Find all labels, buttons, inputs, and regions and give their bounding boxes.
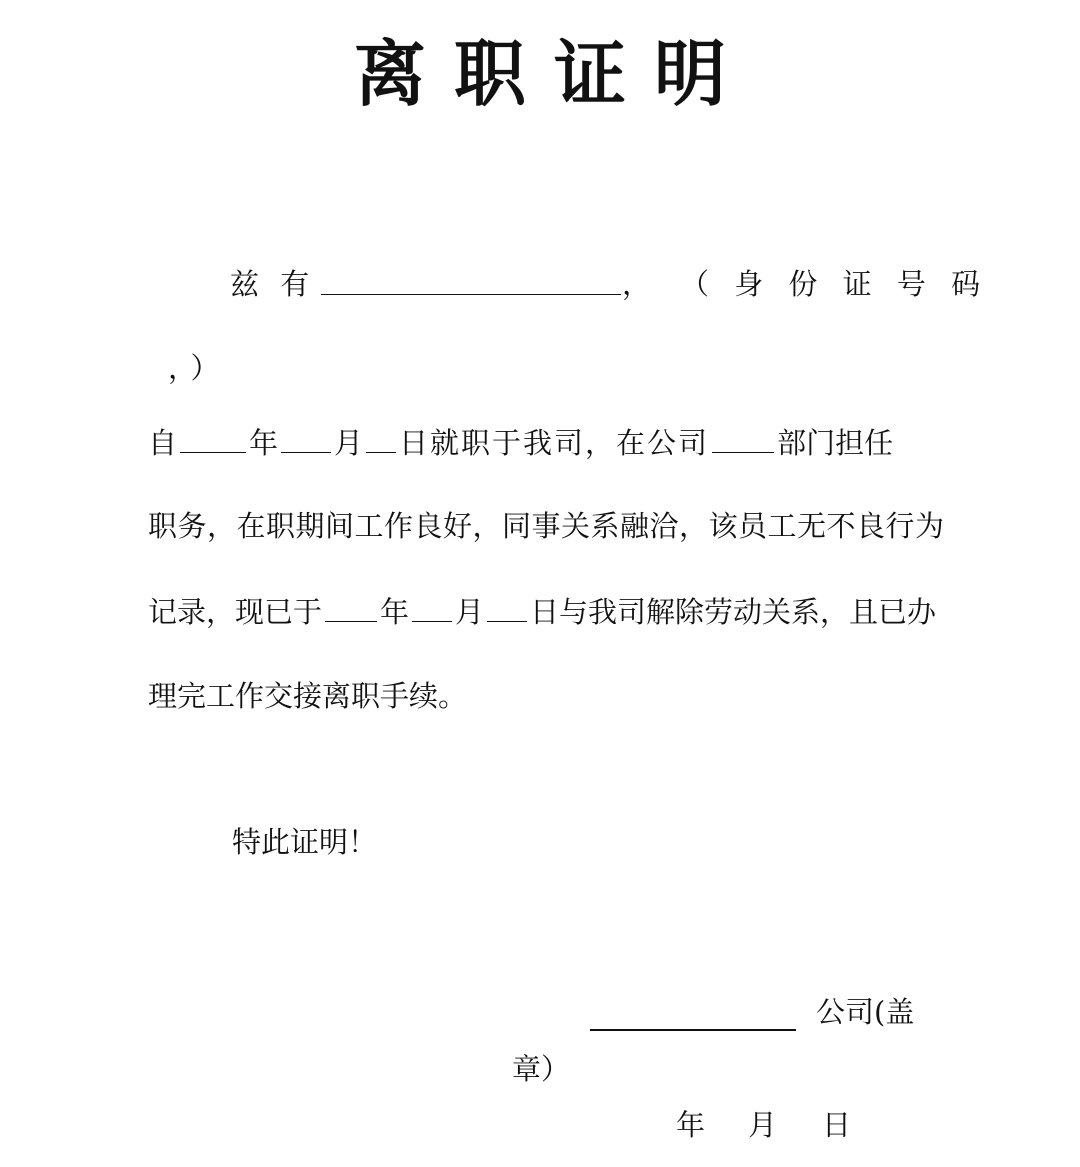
text-joined: 日就职于我司，在公司 — [399, 426, 710, 460]
intro-zi-you: 兹 有 — [230, 267, 316, 301]
seal-close: 章） — [512, 1052, 571, 1086]
leave-year-blank[interactable] — [325, 597, 377, 622]
company-name-blank[interactable] — [590, 1029, 796, 1031]
text-nian: 年 — [249, 426, 279, 460]
closing-statement: 特此证明！ — [232, 825, 378, 859]
date-day: 日 — [822, 1108, 852, 1142]
employment-line2: 职务，在职期间工作良好，同事关系融洽，该员工无不良行为 — [148, 509, 945, 543]
text-line3-end: 日与我司解除劳动关系，且已办 — [530, 595, 937, 629]
leave-day-blank[interactable] — [487, 597, 527, 622]
company-seal-label: 公司(盖 — [816, 995, 915, 1029]
text-zi: 自 — [148, 426, 178, 460]
name-blank-line[interactable] — [321, 270, 621, 295]
document-title: 离职证明 — [353, 31, 754, 116]
id-close: ，） — [168, 351, 228, 385]
text-yue2: 月 — [455, 595, 485, 629]
text-dept-title: 部门担任 — [777, 426, 894, 460]
text-line3-start: 记录，现已于 — [148, 595, 323, 629]
text-yue: 月 — [334, 426, 364, 460]
employment-line3 — [148, 597, 936, 627]
date-year: 年 — [676, 1108, 706, 1142]
start-year-blank[interactable] — [180, 428, 246, 453]
employment-line1 — [148, 428, 893, 458]
intro-comma: ， — [622, 267, 652, 301]
name-blank[interactable] — [318, 270, 624, 300]
department-blank[interactable] — [712, 428, 774, 453]
date-month: 月 — [748, 1108, 778, 1142]
id-number-label: （ 身 份 证 号 码 — [680, 267, 989, 301]
employment-line4: 理完工作交接离职手续。 — [148, 679, 468, 713]
leave-month-blank[interactable] — [412, 597, 452, 622]
start-month-blank[interactable] — [281, 428, 331, 453]
text-nian2: 年 — [380, 595, 410, 629]
start-day-blank[interactable] — [366, 428, 396, 453]
